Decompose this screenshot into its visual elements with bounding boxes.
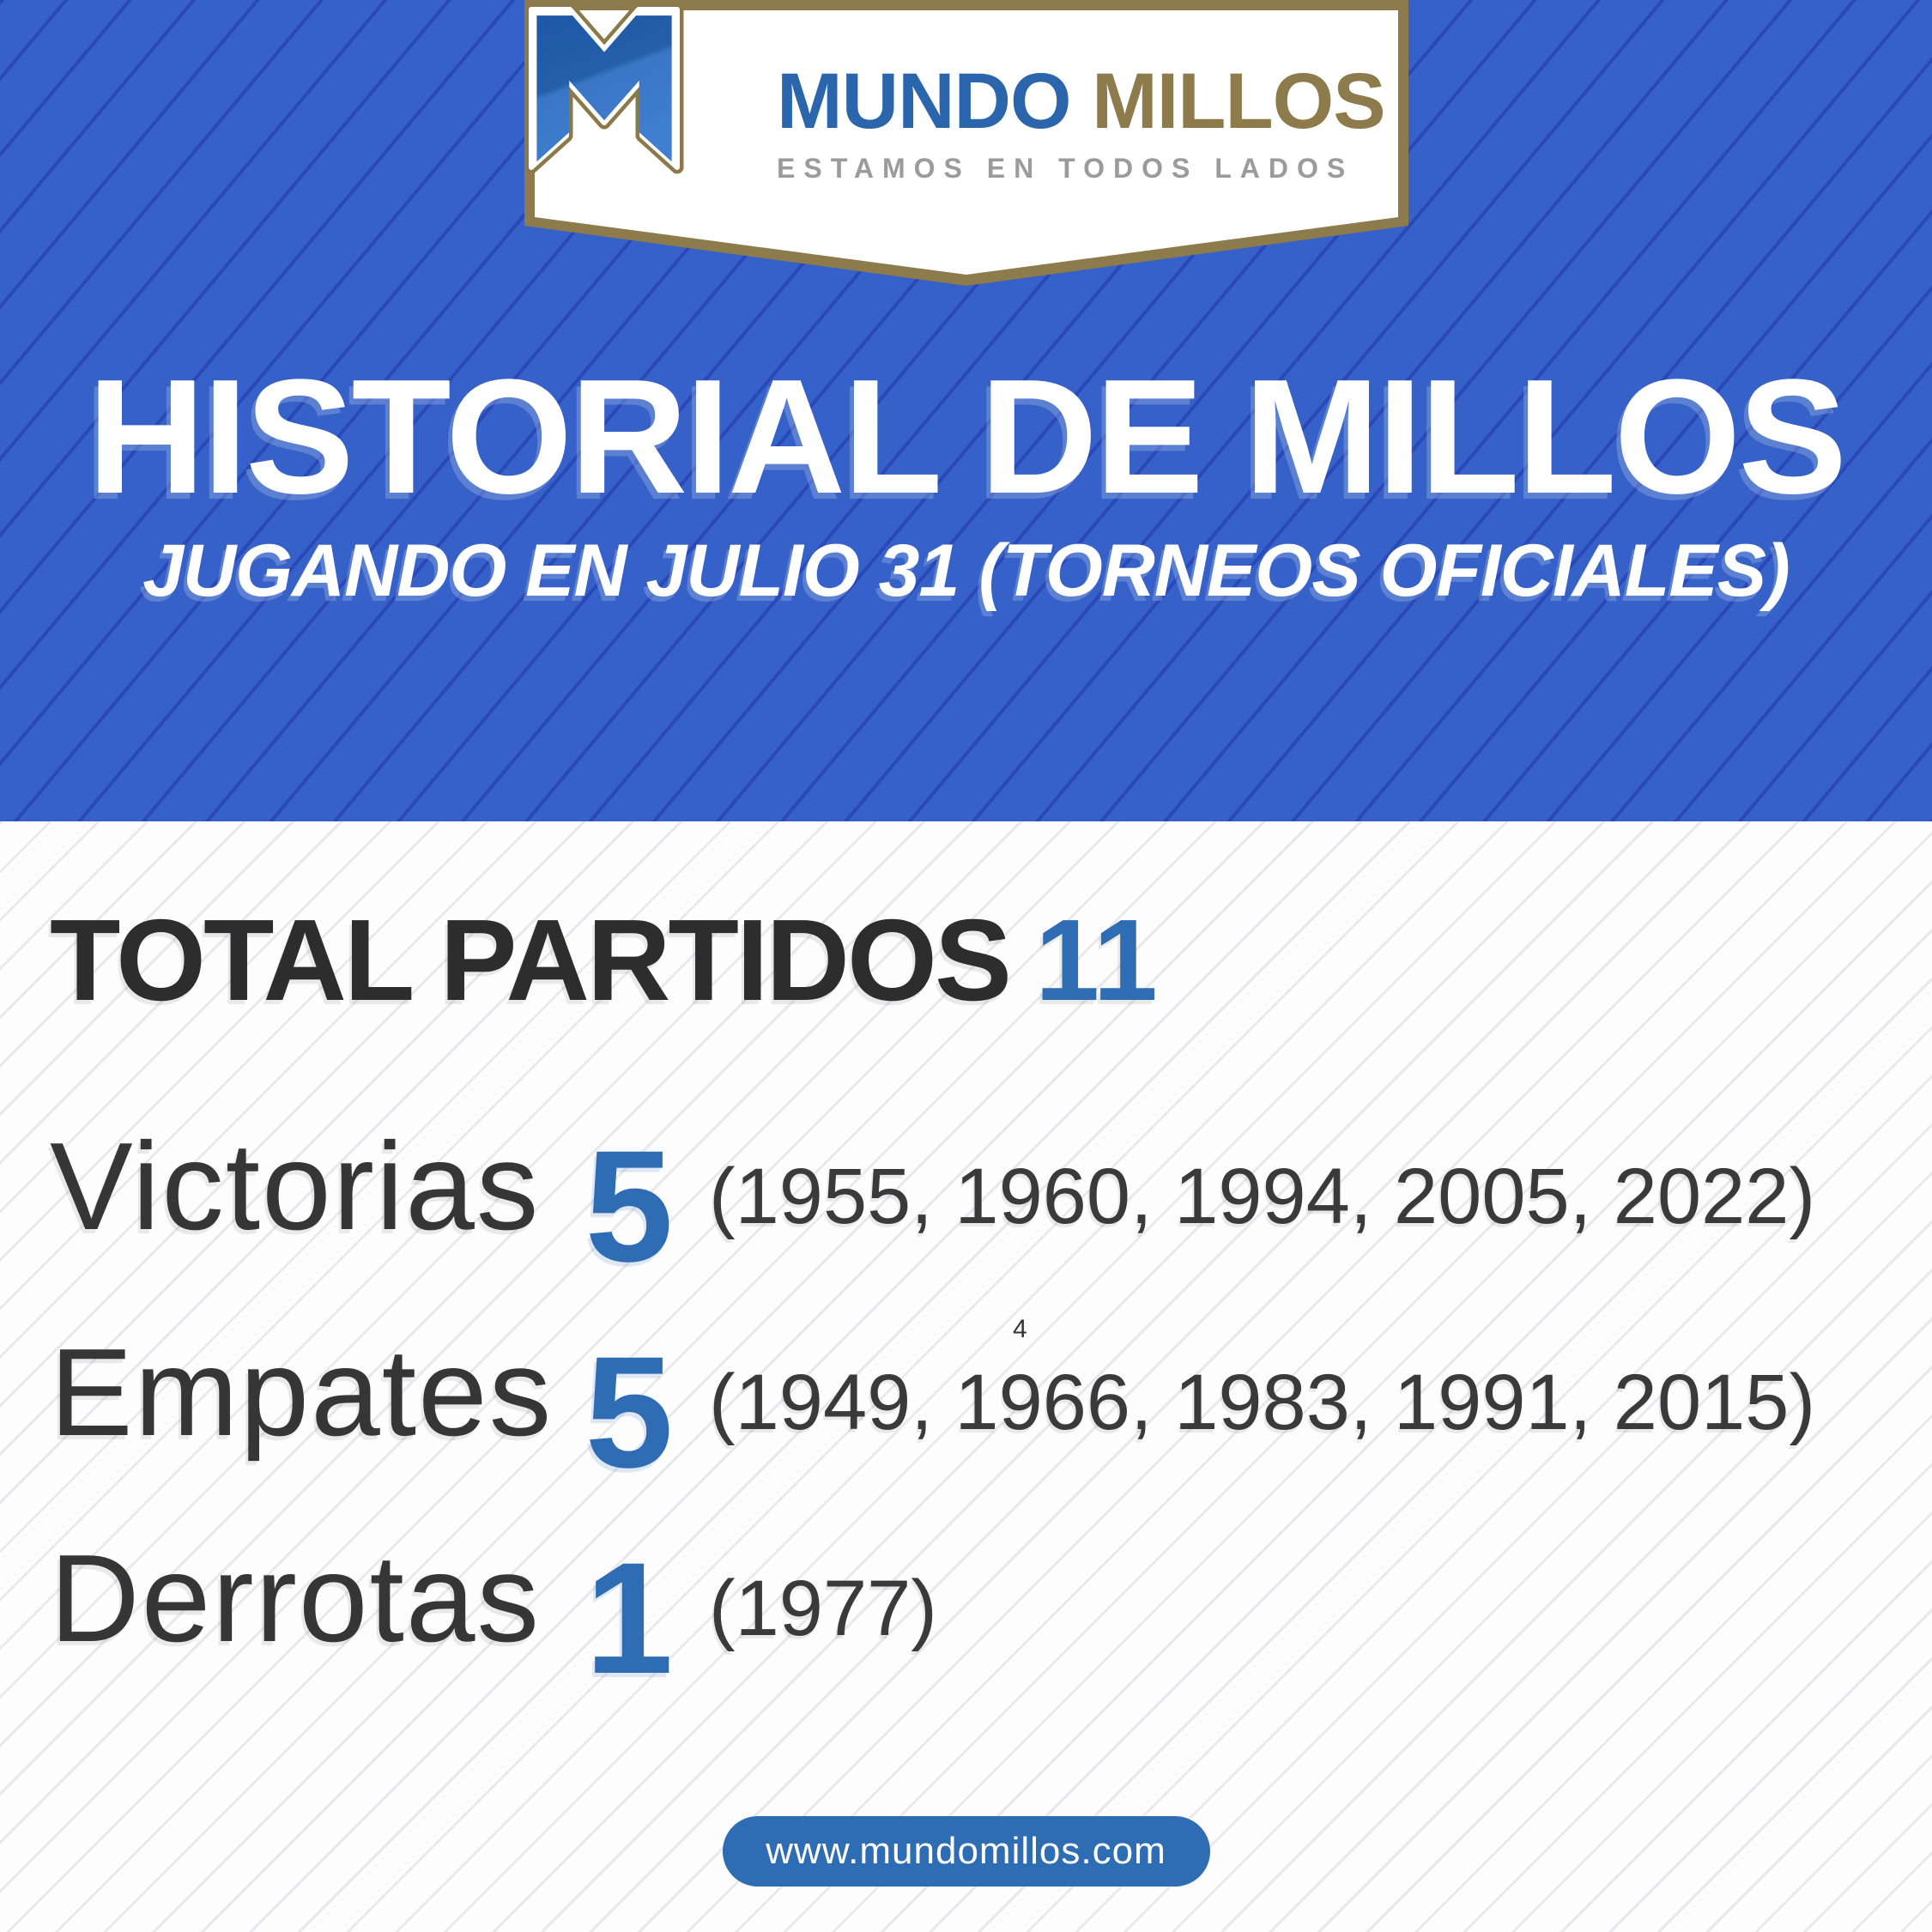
stat-row-empates: [50, 1289, 1887, 1501]
stat-years: (1977): [709, 1565, 937, 1652]
total-matches-label: TOTAL PARTIDOS: [50, 895, 1010, 1025]
stat-value: 5: [584, 1117, 674, 1295]
stat-label: Derrotas: [50, 1528, 541, 1668]
stat-row-derrotas: [50, 1495, 1887, 1707]
website-url: www.mundomillos.com: [766, 1830, 1166, 1872]
stat-label: Victorias: [50, 1116, 541, 1256]
logo-banner-ribbon: [524, 0, 1408, 296]
brand-tagline: ESTAMOS EN TODOS LADOS: [777, 153, 1354, 184]
website-pill: [723, 1816, 1210, 1887]
brand-block: [777, 58, 1385, 185]
stat-row-victorias: [50, 1083, 1887, 1295]
brand-name-primary: MUNDO: [777, 58, 1071, 145]
stat-years: (1955, 1960, 1994, 2005, 2022): [709, 1153, 1816, 1240]
page-subtitle: JUGANDO EN JULIO 31 (TORNEOS OFICIALES): [142, 530, 1790, 612]
stats-list: [50, 1083, 1887, 1707]
brand-name-secondary: MILLOS: [1092, 58, 1385, 145]
stat-label: Empates: [50, 1322, 554, 1462]
brand-name: [777, 58, 1385, 145]
stat-years: (1949, 1966, 1983, 1991, 2015): [709, 1359, 1816, 1446]
total-matches-line: [50, 895, 1158, 1025]
page-title: HISTORIAL DE MILLOS: [87, 346, 1845, 528]
total-matches-value: 11: [1035, 895, 1158, 1025]
stat-value: 1: [584, 1529, 674, 1707]
stat-value: 5: [584, 1323, 674, 1501]
millonarios-m-logo-icon: [524, 0, 684, 182]
superscript-artifact: 4: [1013, 1315, 1027, 1343]
